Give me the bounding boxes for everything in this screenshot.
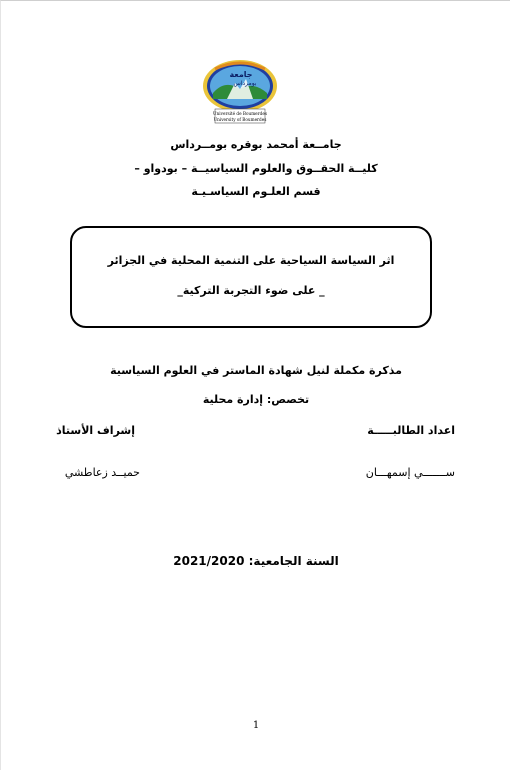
svg-text:جامعة: جامعة xyxy=(229,70,253,79)
svg-text:بومرداس: بومرداس xyxy=(233,80,257,87)
svg-text:University of Boumerdes: University of Boumerdes xyxy=(213,117,267,122)
university-logo xyxy=(201,59,279,125)
student-name: ســـــــي إسمهـــان xyxy=(365,466,455,479)
specialization: تخصص: إدارة محلية xyxy=(202,393,310,406)
student-label: اعداد الطالبـــــة xyxy=(367,424,455,437)
thesis-subtitle: _ على ضوء التجربة التركية_ xyxy=(177,284,325,297)
memo-description: مذكرة مكملة لنيل شهادة الماستر في العلوم السياسية xyxy=(110,364,402,377)
thesis-title-box xyxy=(70,226,432,328)
academic-year: السنة الجامعية: 2021/2020 xyxy=(173,554,339,568)
university-name: جامــعة أمحمد بوقره بومــرداس xyxy=(170,138,342,151)
supervisor-name: حميــد زعاطشي xyxy=(64,466,140,479)
faculty-name: كليــة الحقــوق والعلوم السياسيــة – بودواو – xyxy=(134,162,378,175)
department-name: قسم العلـوم السياسـيـة xyxy=(191,185,321,198)
svg-text:Université de Boumerdes: Université de Boumerdes xyxy=(213,111,267,116)
supervisor-label: إشراف الأستاذ xyxy=(56,424,135,437)
page-number: 1 xyxy=(252,720,260,731)
thesis-title: اثر السياسة السياحية على التنمية المحلية في الجزائر xyxy=(107,254,395,267)
